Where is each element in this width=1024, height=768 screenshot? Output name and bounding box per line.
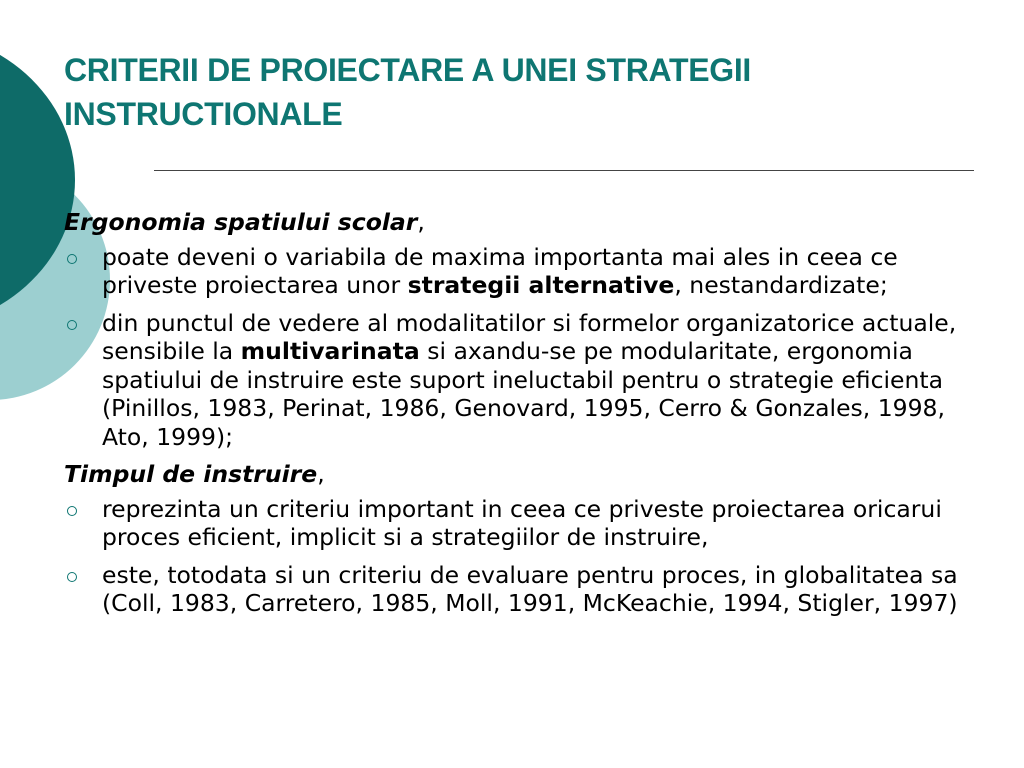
bullet-text: [102, 309, 956, 451]
bullet-text-part: si axandu-se pe modularitate, ergonomia spatiului de instruire este suport ineluctabil pentru o strategie eficienta (Pinillos, 1983, Perinat, 1986, Genovard, 1995, Cerro & Gonzales, 1998, Ato, 1999);: [102, 337, 945, 451]
bullet-text-part: , nestandardizate;: [674, 271, 888, 299]
bullet-item: [64, 495, 979, 552]
slide-title: [64, 48, 964, 136]
section-heading-text: Ergonomia spatiului scolar: [64, 208, 418, 236]
bullet-text: reprezinta un criteriu important in ceea ce priveste proiectarea oricarui proces eficient, implicit si a strategiilor de instruire,: [102, 494, 942, 551]
hollow-circle-bullet-icon: [67, 506, 77, 516]
hollow-circle-bullet-icon: [67, 254, 77, 264]
title-divider: [154, 170, 974, 171]
section-heading-timpul: [64, 460, 979, 489]
section-heading-suffix: ,: [417, 208, 425, 236]
bullet-item: [64, 561, 979, 618]
bullet-text: este, totodata si un criteriu de evaluare pentru proces, in globalitatea sa (Coll, 1983, Carretero, 1985, Moll, 1991, McKeachie, 1994, Stigler, 1997): [102, 560, 958, 617]
bullet-text-part: din punctul de vedere al modalitatilor si formelor organizatorice actuale, sensibile la: [102, 308, 957, 365]
hollow-circle-bullet-icon: [67, 572, 77, 582]
slide-body: [64, 208, 979, 627]
bullet-text-part: poate deveni o variabila de maxima importanta mai ales in ceea ce priveste proiectarea unor: [102, 242, 898, 299]
slide-title-line-2: INSTRUCTIONALE: [64, 96, 343, 132]
slide-title-line-1: CRITERII DE PROIECTARE A UNEI STRATEGII: [64, 52, 752, 88]
bullet-text-emphasis: strategii alternative: [407, 271, 675, 299]
section-heading-ergonomia: [64, 208, 979, 237]
section-heading-text: Timpul de instruire: [64, 460, 318, 488]
bullet-text: [102, 243, 898, 300]
bullet-item: [64, 243, 979, 300]
hollow-circle-bullet-icon: [67, 320, 77, 330]
section-heading-suffix: ,: [317, 460, 325, 488]
bullet-item: [64, 309, 979, 452]
bullet-text-emphasis: multivarinata: [240, 337, 420, 365]
